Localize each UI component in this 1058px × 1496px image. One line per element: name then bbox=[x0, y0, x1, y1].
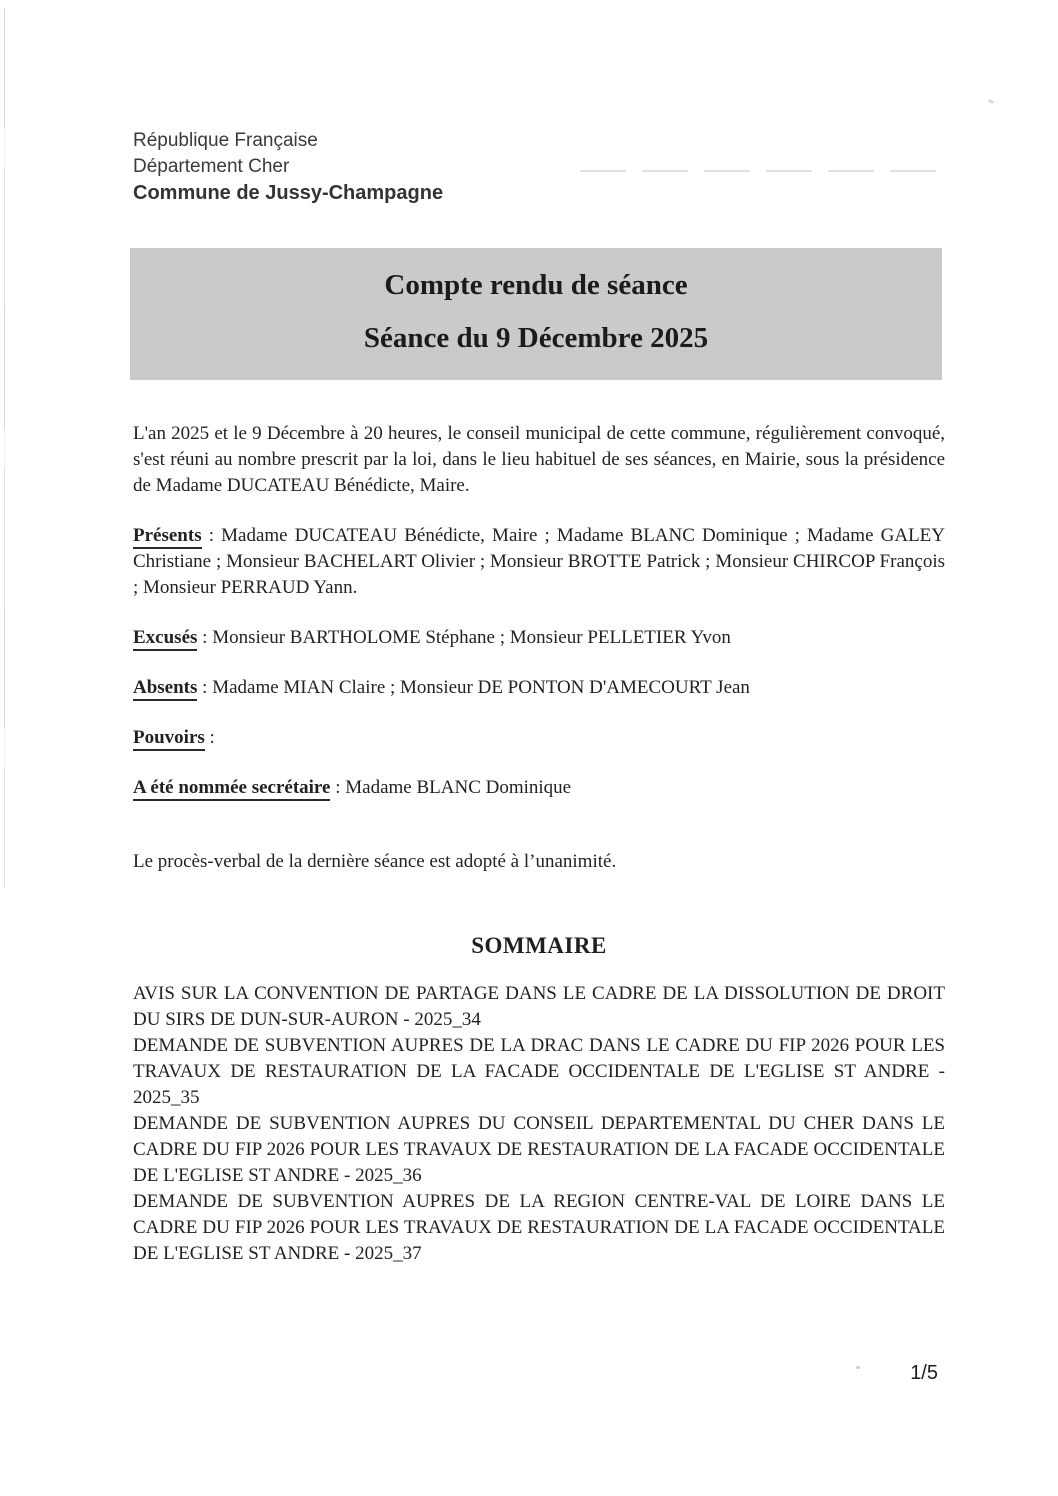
scan-artifact-left-line bbox=[4, 8, 5, 888]
attendance-label: Excusés bbox=[133, 627, 197, 651]
summary-list bbox=[133, 981, 945, 1267]
attendance-row-presents bbox=[133, 523, 945, 601]
intro-paragraph: L'an 2025 et le 9 Décembre à 20 heures, le conseil municipal de cette commune, régulièrement convoqué, s'est réuni au nombre prescrit par la loi, dans le lieu habituel de ses séances, en Mairie, sous la présidence de Madame DUCATEAU Bénédicte, Maire. bbox=[133, 423, 945, 496]
letterhead-republic: République Française bbox=[133, 130, 318, 151]
adoption-note: Le procès-verbal de la dernière séance est adopté à l’unanimité. bbox=[133, 851, 617, 872]
title-banner bbox=[130, 248, 942, 380]
summary-item: DEMANDE DE SUBVENTION AUPRES DE LA DRAC DANS LE CADRE DU FIP 2026 POUR LES TRAVAUX DE RESTAURATION DE LA FACADE OCCIDENTALE DE L'EGLISE ST ANDRE - 2025_35 bbox=[133, 1035, 945, 1108]
session-date-title: Séance du 9 Décembre 2025 bbox=[363, 322, 709, 354]
attendance-row-pouvoirs bbox=[133, 725, 945, 751]
attendance-separator: : bbox=[197, 677, 213, 698]
document-title: Compte rendu de séance bbox=[384, 269, 688, 301]
attendance-value: Madame DUCATEAU Bénédicte, Maire ; Madame BLANC Dominique ; Madame GALEY Christiane ; Monsieur BACHELART Olivier ; Monsieur BROTTE Patrick ; Monsieur CHIRCOP François ; Monsieur PERRAUD Yann. bbox=[133, 525, 946, 598]
attendance-row-excuses bbox=[133, 625, 945, 651]
attendance-label: Absents bbox=[133, 677, 197, 701]
attendance-label: Présents bbox=[133, 525, 202, 549]
attendance-row-secretary bbox=[133, 775, 945, 801]
summary-item: DEMANDE DE SUBVENTION AUPRES DE LA REGION CENTRE-VAL DE LOIRE DANS LE CADRE DU FIP 2026 POUR LES TRAVAUX DE RESTAURATION DE LA FACADE OCCIDENTALE DE L'EGLISE ST ANDRE - 2025_37 bbox=[133, 1191, 945, 1264]
attendance-value: Madame BLANC Dominique bbox=[345, 777, 572, 798]
page-number: 1/5 bbox=[910, 1362, 938, 1384]
summary-item: AVIS SUR LA CONVENTION DE PARTAGE DANS LE CADRE DE LA DISSOLUTION DE DROIT DU SIRS DE DUN-SUR-AURON - 2025_34 bbox=[133, 983, 945, 1030]
attendance-separator: : bbox=[201, 525, 222, 546]
summary-heading: SOMMAIRE bbox=[471, 933, 607, 958]
summary-item: DEMANDE DE SUBVENTION AUPRES DU CONSEIL DEPARTEMENTAL DU CHER DANS LE CADRE DU FIP 2026 POUR LES TRAVAUX DE RESTAURATION DE LA FACADE OCCIDENTALE DE L'EGLISE ST ANDRE - 2025_36 bbox=[133, 1113, 945, 1186]
attendance-separator: : bbox=[204, 727, 215, 748]
letterhead bbox=[133, 128, 945, 206]
scan-speck bbox=[988, 99, 995, 104]
letterhead-department: Département Cher bbox=[133, 156, 290, 177]
scan-artifact-faint-line bbox=[580, 170, 940, 172]
attendance-separator: : bbox=[330, 777, 346, 798]
attendance-label: A été nommée secrétaire bbox=[133, 777, 330, 801]
attendance-label: Pouvoirs bbox=[133, 727, 205, 751]
scan-speck bbox=[856, 1366, 860, 1369]
letterhead-commune: Commune de Jussy-Champagne bbox=[133, 182, 444, 204]
attendance-value: Monsieur BARTHOLOME Stéphane ; Monsieur PELLETIER Yvon bbox=[212, 627, 731, 648]
attendance-row-absents bbox=[133, 675, 945, 701]
attendance-section bbox=[133, 523, 945, 801]
attendance-value: Madame MIAN Claire ; Monsieur DE PONTON D'AMECOURT Jean bbox=[212, 677, 750, 698]
attendance-separator: : bbox=[197, 627, 213, 648]
